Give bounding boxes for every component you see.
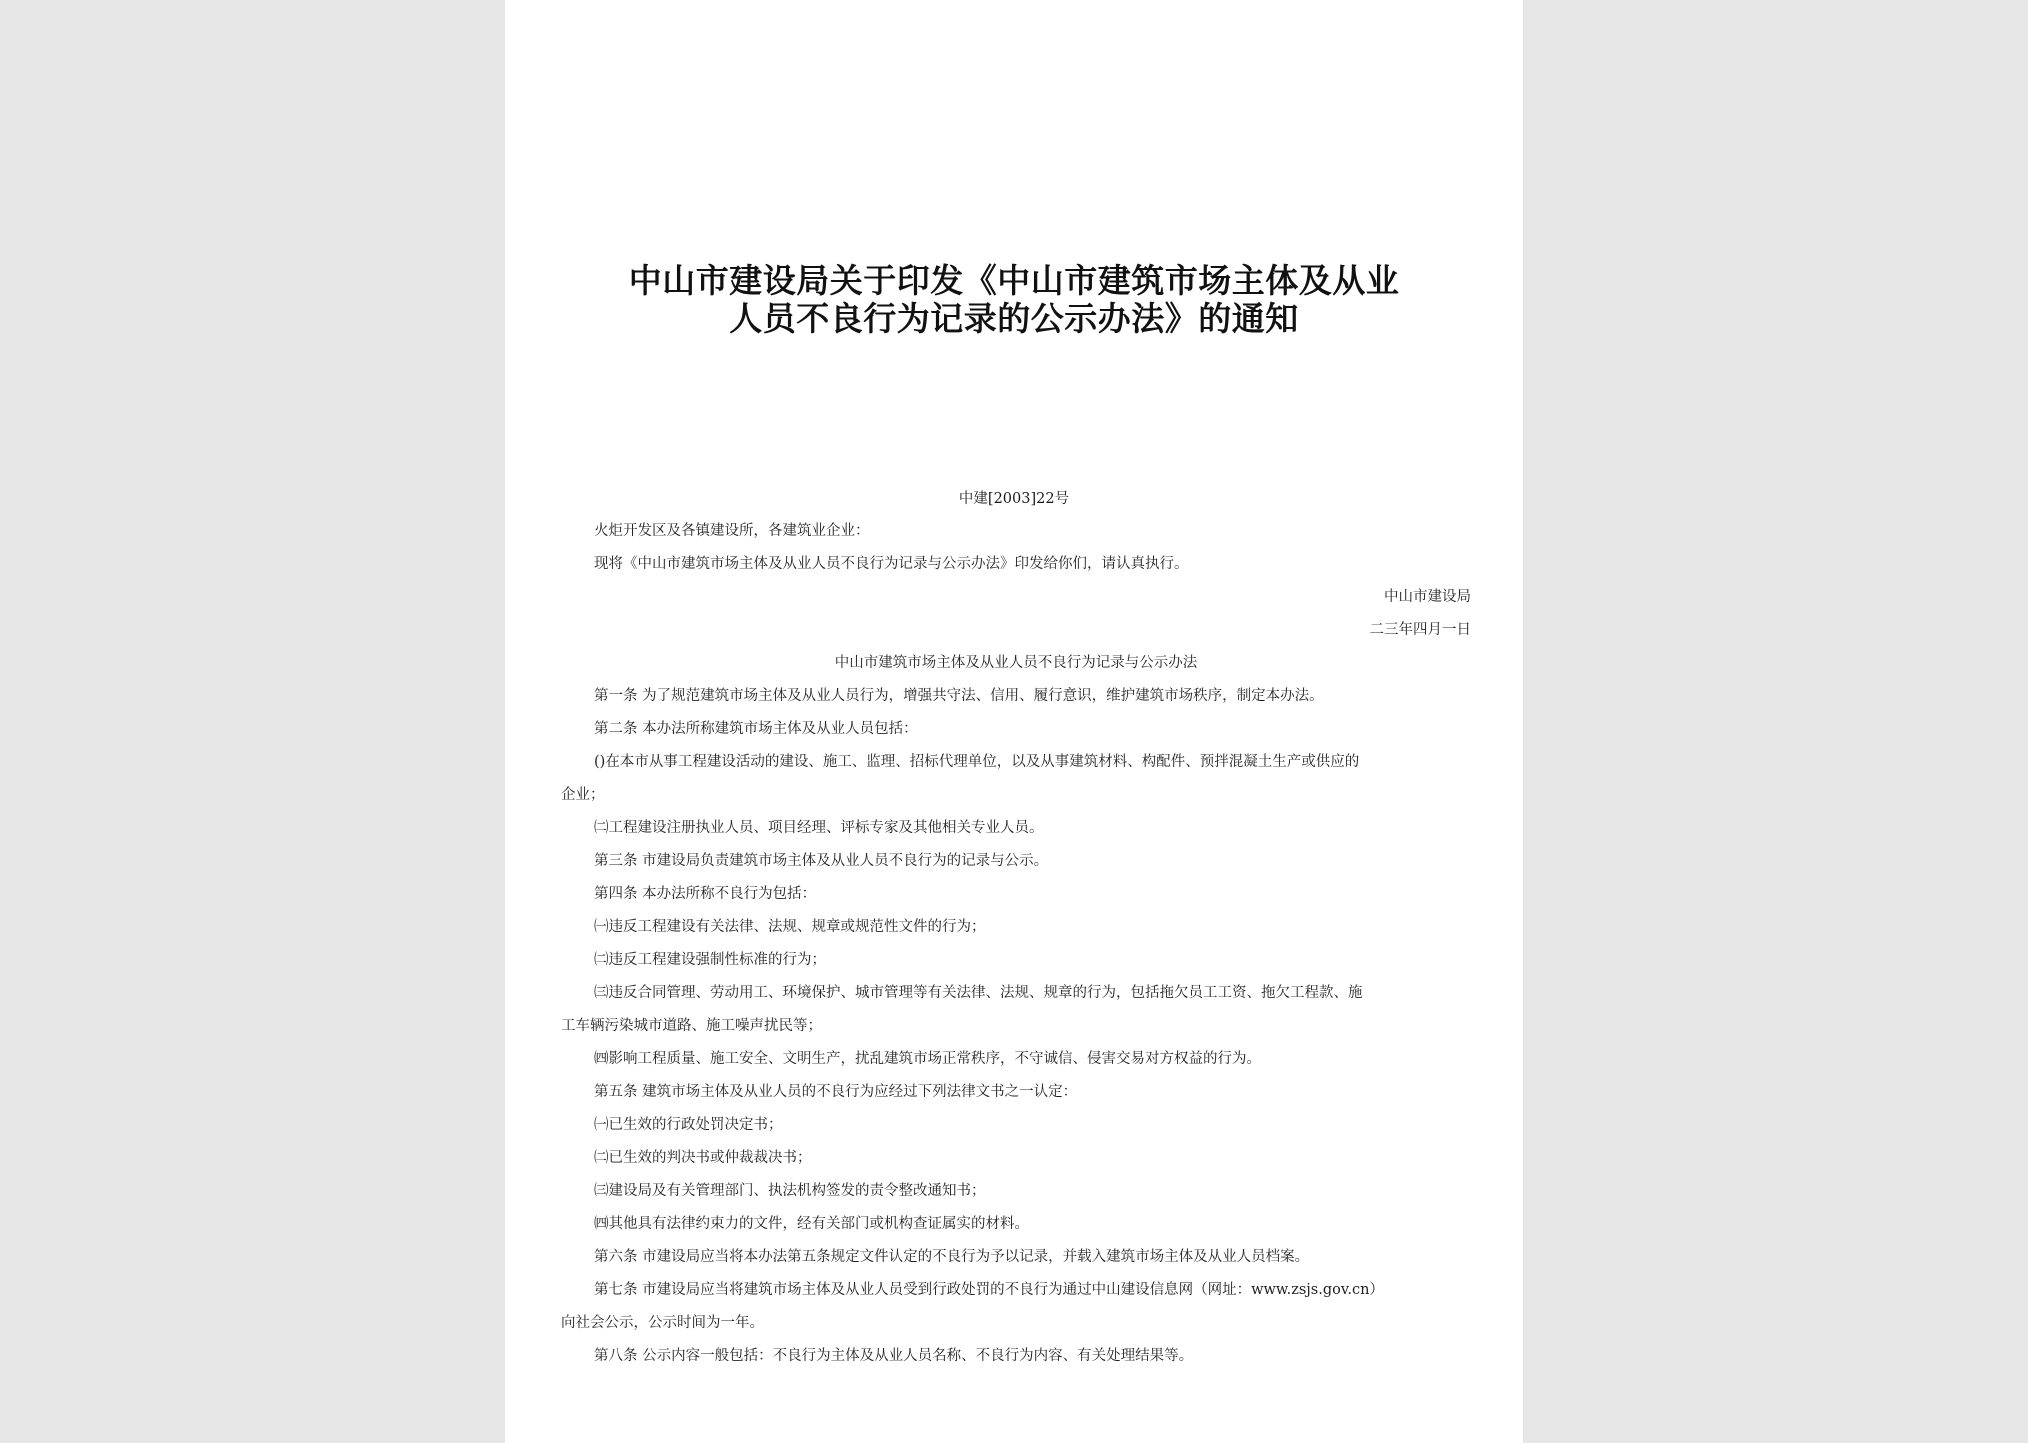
article-3: 第三条 市建设局负责建筑市场主体及从业人员不良行为的记录与公示。 (594, 853, 1049, 869)
issuer: 中山市建设局 (1384, 589, 1471, 605)
article-4-item-3: ㈢违反合同管理、劳动用工、环境保护、城市管理等有关法律、法规、规章的行为，包括拖欠员工工资、拖欠工程款、施 (594, 985, 1363, 1001)
article-5-item-3: ㈢建设局及有关管理部门、执法机构签发的责令整改通知书； (594, 1183, 986, 1199)
article-6: 第六条 市建设局应当将本办法第五条规定文件认定的不良行为予以记录，并载入建筑市场主体及从业人员档案。 (594, 1249, 1310, 1265)
article-7: 第七条 市建设局应当将建筑市场主体及从业人员受到行政处罚的不良行为通过中山建设信息网（网址：www.zsjs.gov.cn） (594, 1282, 1384, 1298)
article-4-item-2: ㈡违反工程建设强制性标准的行为； (594, 952, 826, 968)
article-4-item-4: ㈣影响工程质量、施工安全、文明生产，扰乱建筑市场正常秩序，不守诚信、侵害交易对方权益的行为。 (594, 1051, 1261, 1067)
article-4-item-3-cont: 工车辆污染城市道路、施工噪声扰民等； (561, 1018, 822, 1034)
document-page (505, 0, 1523, 1443)
document-title (505, 262, 1523, 338)
title-line-1: 中山市建设局关于印发《中山市建筑市场主体及从业 (628, 261, 1400, 300)
addressee: 火炬开发区及各镇建设所，各建筑业企业： (594, 523, 870, 539)
article-5-item-2: ㈡已生效的判决书或仲裁裁决书； (594, 1150, 812, 1166)
article-5: 第五条 建筑市场主体及从业人员的不良行为应经过下列法律文书之一认定： (594, 1084, 1078, 1100)
article-4-item-1: ㈠违反工程建设有关法律、法规、规章或规范性文件的行为； (594, 919, 986, 935)
article-8: 第八条 公示内容一般包括：不良行为主体及从业人员名称、不良行为内容、有关处理结果等。 (594, 1348, 1194, 1364)
article-5-item-1: ㈠已生效的行政处罚决定书； (594, 1117, 783, 1133)
measure-title: 中山市建筑市场主体及从业人员不良行为记录与公示办法 (834, 655, 1198, 671)
title-line-2: 人员不良行为记录的公示办法》的通知 (729, 299, 1299, 338)
issue-date: 二三年四月一日 (1369, 622, 1471, 638)
article-5-item-4: ㈣其他具有法律约束力的文件，经有关部门或机构查证属实的材料。 (594, 1216, 1029, 1232)
article-2-item-2: ㈡工程建设注册执业人员、项目经理、评标专家及其他相关专业人员。 (594, 820, 1044, 836)
intro-paragraph: 现将《中山市建筑市场主体及从业人员不良行为记录与公示办法》印发给你们，请认真执行。 (594, 556, 1189, 572)
document-number: 中建[2003]22号 (958, 491, 1070, 507)
article-4: 第四条 本办法所称不良行为包括： (594, 886, 817, 902)
article-2-item-1: ()在本市从事工程建设活动的建设、施工、监理、招标代理单位，以及从事建筑材料、构配件、预拌混凝土生产或供应的 (594, 754, 1360, 770)
article-1: 第一条 为了规范建筑市场主体及从业人员行为，增强共守法、信用、履行意识，维护建筑市场秩序，制定本办法。 (594, 688, 1324, 704)
document-body (561, 515, 1471, 1373)
article-7-cont: 向社会公示，公示时间为一年。 (561, 1315, 764, 1331)
article-2-item-1-cont: 企业； (561, 787, 605, 803)
article-2: 第二条 本办法所称建筑市场主体及从业人员包括： (594, 721, 918, 737)
